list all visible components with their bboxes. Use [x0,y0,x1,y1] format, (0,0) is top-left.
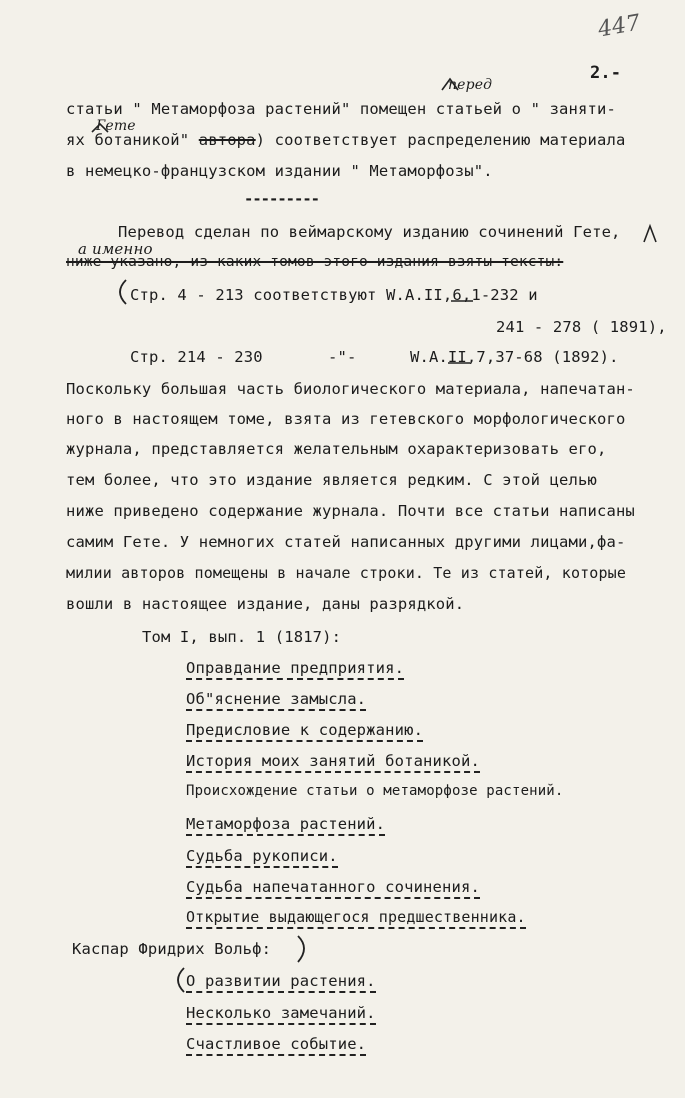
source-reference-1-cont: 241 - 278 ( 1891), [496,318,667,336]
translation-struck-line: ниже указано, из каких томов этого издания взяты тексты: [66,254,564,270]
body-line-8: вошли в настоящее издание, даны разрядкой. [66,595,465,613]
contents-item-3-text: Предисловие к содержанию. [186,721,423,742]
archive-number: 447 [596,10,643,43]
source-reference-2-ditto: -"- [328,348,357,366]
insertion-caret-a-imenno [644,226,656,242]
insertion-caret-gete [92,124,108,132]
source-reference-1: Стр. 4 - 213 соответствуют W.A.II,6,1-232 и [130,286,538,304]
wolff-item-1-text: О развитии растения. [186,972,376,993]
contents-item-9-text: Открытие выдающегося предшественника. [186,908,526,929]
body-line-2: ного в настоящем томе, взята из гетевского морфологического [66,410,626,428]
bracket-left-wolff-item [178,968,184,992]
body-line-5: ниже приведено содержание журнала. Почти все статьи написаны [66,502,635,520]
handwritten-gete: Гете [96,118,136,134]
separator: --------- [244,190,319,208]
bracket-right-author [298,936,304,962]
volume-heading: Том I, вып. 1 (1817): [142,628,342,646]
body-line-1: Поскольку большая часть биологического материала, напечатан- [66,380,635,398]
intro-line-3: в немецко-французском издании " Метаморфозы". [66,162,493,180]
page-number: 2.- [590,63,622,83]
intro-line-2-part-b: ) соответствует распределению материала [255,131,626,149]
intro-struck-word: автора [198,131,256,149]
contents-item-6-text: Метаморфоза растений. [186,815,385,836]
body-line-3: журнала, представляется желательным охарактеризовать его, [66,440,607,458]
contents-item-7-text: Судьба рукописи. [186,847,338,868]
body-line-7: милии авторов помещены в начале строки. Те из статей, которые [66,564,627,582]
contents-item-4-text: История моих занятий ботаникой. [186,752,480,773]
translation-line-1: Перевод сделан по веймарскому изданию сочинений Гете, [118,223,621,241]
intro-line-2-part-a: ях ботаникой" [66,131,190,149]
contents-item-8-text: Судьба напечатанного сочинения. [186,878,480,899]
source-reference-2-source: W.A.II,7,37-68 (1892). [410,348,619,366]
bracket-left-reference [120,280,126,304]
intro-line-1: статьи " Метаморфоза растений" помещен статьей о " заняти- [66,100,616,118]
wolff-item-3-text: Счастливое событие. [186,1035,366,1056]
contents-item-2-text: Об"яснение замысла. [186,690,366,711]
source-reference-2-pages: Стр. 214 - 230 [130,348,263,366]
author-name: Каспар Фридрих Вольф: [72,940,272,958]
insertion-caret-pered [442,79,458,90]
handwritten-a-imenno: а именно [78,240,153,258]
contents-item-1-text: Оправдание предприятия. [186,659,404,680]
wolff-item-2-text: Несколько замечаний. [186,1004,376,1025]
body-line-4: тем более, что это издание является редким. С этой целью [66,471,597,489]
contents-item-5-text: Происхождение статьи о метаморфозе растений. [186,783,564,799]
handwritten-pered: перед [448,77,493,93]
body-line-6: самим Гете. У немногих статей написанных другими лицами,фа- [66,533,626,551]
